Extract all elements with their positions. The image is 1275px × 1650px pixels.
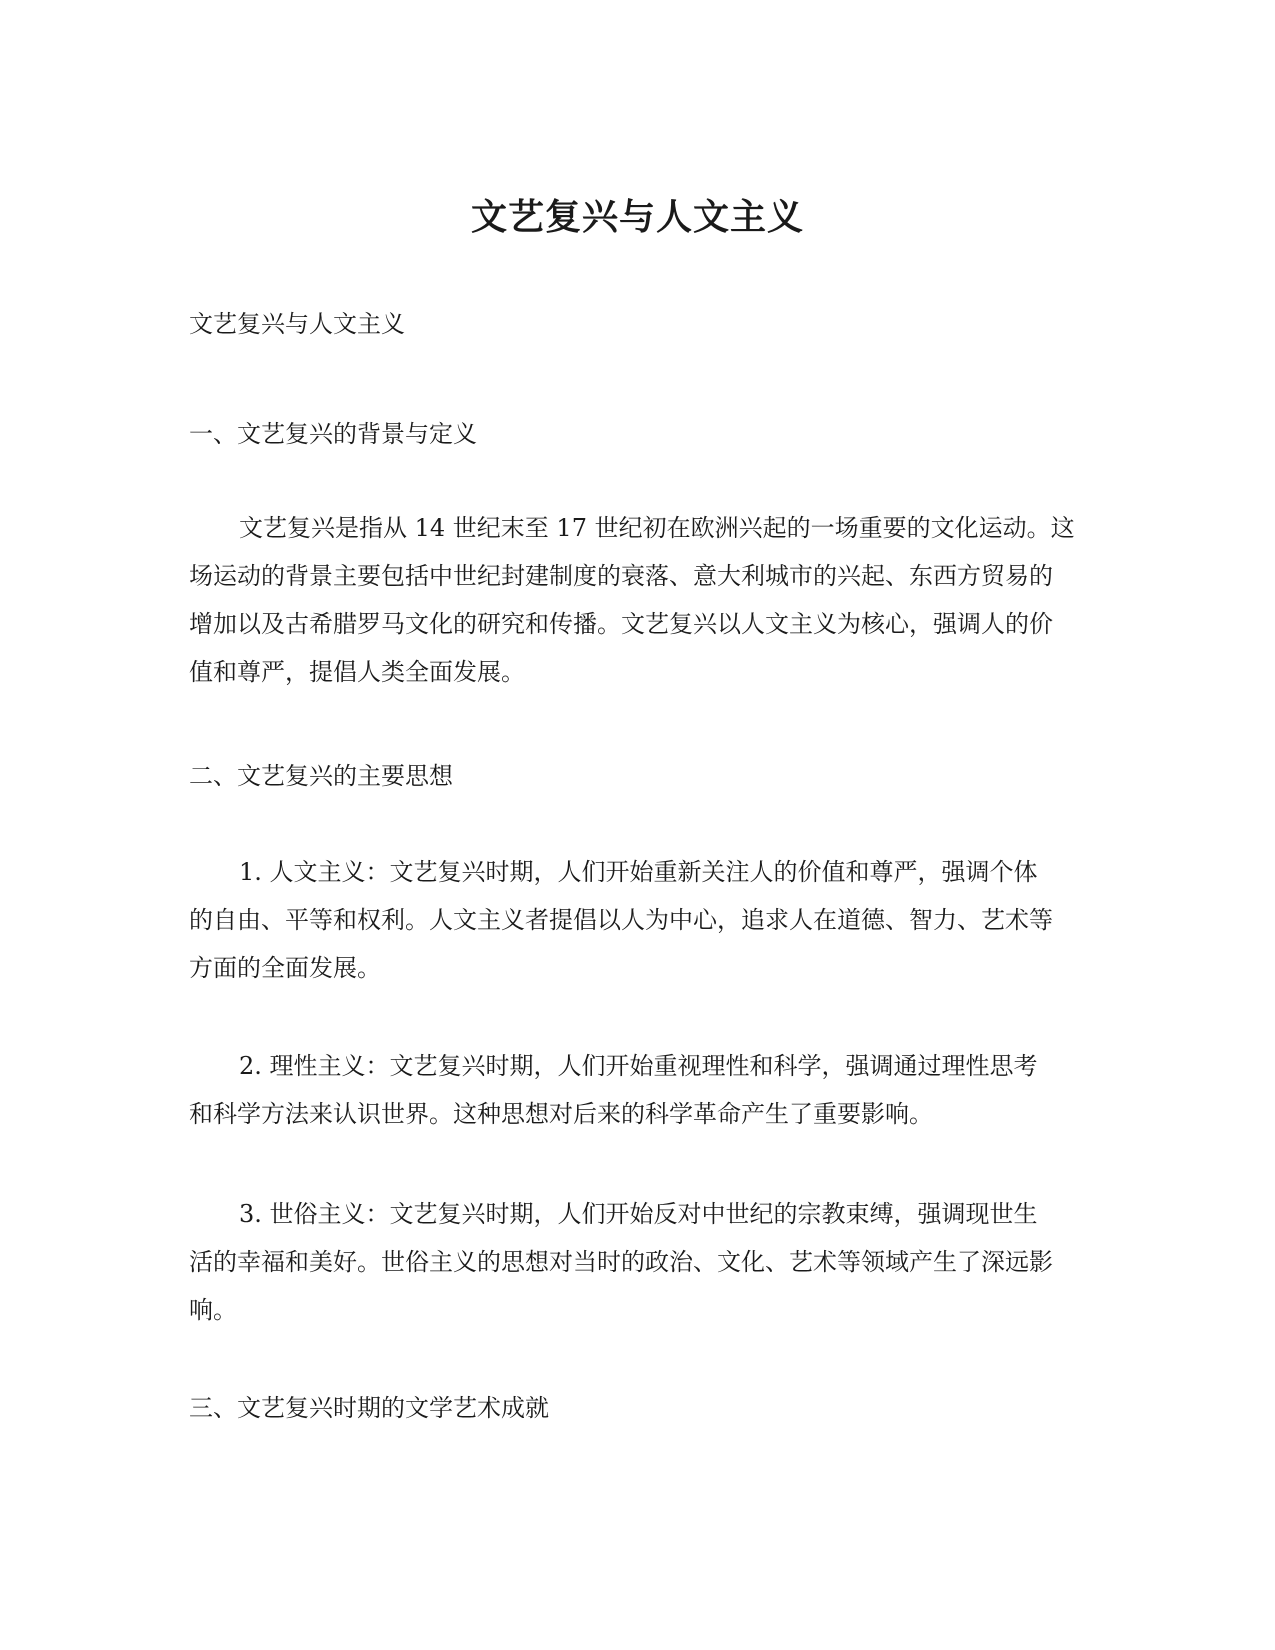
document-subtitle: 文艺复兴与人文主义 [189,310,405,338]
paragraph-line: 增加以及古希腊罗马文化的研究和传播。文艺复兴以人文主义为核心，强调人的价 [189,610,1053,638]
section-heading-3: 三、文艺复兴时期的文学艺术成就 [189,1394,549,1422]
list-item-line: 的自由、平等和权利。人文主义者提倡以人为中心，追求人在道德、智力、艺术等 [189,906,1053,934]
list-item-line: 响。 [189,1296,237,1324]
list-item-line: 方面的全面发展。 [189,954,381,982]
paragraph-line: 文艺复兴是指从 14 世纪末至 17 世纪初在欧洲兴起的一场重要的文化运动。这 [239,514,1075,542]
section-heading-1: 一、文艺复兴的背景与定义 [189,420,477,448]
list-item-line: 和科学方法来认识世界。这种思想对后来的科学革命产生了重要影响。 [189,1100,933,1128]
paragraph-line: 值和尊严，提倡人类全面发展。 [189,658,525,686]
list-item-rationalism [189,1042,1089,1138]
section-1-paragraph [189,504,1089,696]
list-item-line: 3. 世俗主义：文艺复兴时期，人们开始反对中世纪的宗教束缚，强调现世生 [239,1200,1038,1228]
document-title: 文艺复兴与人文主义 [470,196,804,238]
section-heading-2: 二、文艺复兴的主要思想 [189,762,453,790]
list-item-line: 1. 人文主义：文艺复兴时期，人们开始重新关注人的价值和尊严，强调个体 [239,858,1038,886]
paragraph-line: 场运动的背景主要包括中世纪封建制度的衰落、意大利城市的兴起、东西方贸易的 [189,562,1053,590]
list-item-line: 活的幸福和美好。世俗主义的思想对当时的政治、文化、艺术等领域产生了深远影 [189,1248,1053,1276]
list-item-line: 2. 理性主义：文艺复兴时期，人们开始重视理性和科学，强调通过理性思考 [239,1052,1038,1080]
list-item-secularism [189,1190,1089,1334]
list-item-humanism [189,848,1089,992]
